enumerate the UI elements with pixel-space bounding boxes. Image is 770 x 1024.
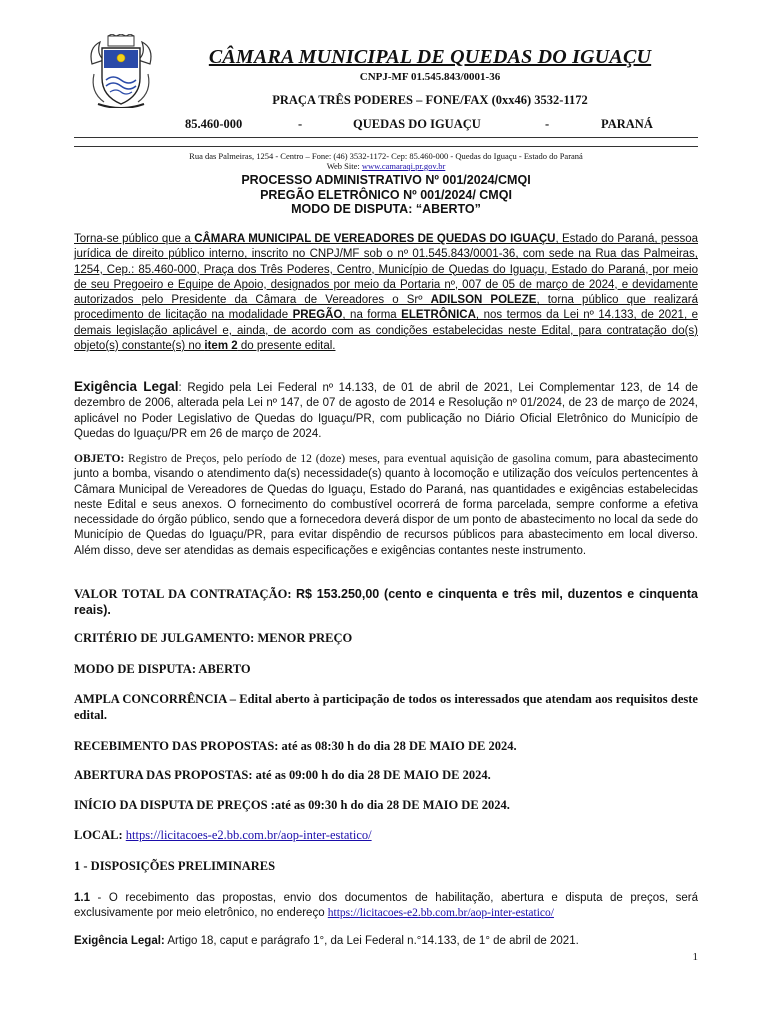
header-divider xyxy=(74,146,698,147)
section-1-title: 1 - DISPOSIÇÕES PRELIMINARES xyxy=(74,859,276,873)
pregao-number: PREGÃO ELETRÔNICO Nº 001/2024/ CMQI xyxy=(260,188,512,202)
page-number: 1 xyxy=(692,951,698,963)
header-address-phone: PRAÇA TRÊS PODERES – FONE/FAX (0xx46) 3532-1172 xyxy=(272,93,588,107)
judgment-criterion: CRITÉRIO DE JULGAMENTO: MENOR PREÇO xyxy=(74,631,353,645)
legal-requirement-paragraph: Exigência Legal: Regido pela Lei Federal nº 14.133, de 01 de abril de 2021, Lei Complementar 123, de 14 de dezembro de 2006, alterada pela Lei nº 147, de 07 de agosto de 2014 e Resolução nº 01/2024, de 23 de março de 2024, aplicável no Poder Legislativo de Quedas do Iguaçu/PR, com publicação no Diário Oficial Eletrônico do Município de Quedas do Iguaçu/PR em 26 de março de 2024. xyxy=(74,379,698,440)
dispute-start: INÍCIO DA DISPUTA DE PREÇOS :até as 09:30 h do dia 28 DE MAIO DE 2024. xyxy=(74,798,510,812)
bidding-portal-link[interactable]: https://licitacoes-e2.bb.com.br/aop-inter-estatico/ xyxy=(327,907,554,920)
header-title: CÂMARA MUNICIPAL DE QUEDAS DO IGUAÇU xyxy=(208,46,652,68)
dispute-mode: MODO DE DISPUTA: ABERTO xyxy=(74,662,251,676)
coat-of-arms-icon xyxy=(86,34,156,108)
header-separator: - xyxy=(545,117,550,131)
header-state: PARANÁ xyxy=(601,117,653,131)
header-cnpj: CNPJ-MF 01.545.843/0001-36 xyxy=(359,71,501,83)
website-link[interactable]: www.camaraqi.pr.gov.br xyxy=(361,161,446,171)
total-value: VALOR TOTAL DA CONTRATAÇÃO: R$ 153.250,00 (cento e cinquenta e três mil, duzentos e cinquenta reais). xyxy=(74,587,698,617)
header-separator: - xyxy=(298,117,303,131)
object-paragraph: OBJETO: Registro de Preços, pelo período de 12 (doze) meses, para eventual aquisição de gasolina comum, para abastecimento junto a bomba, visando o atendimento da(s) necessidade(s) quanto à locomoção e utilização dos veículos pertencentes à Câmara Municipal de Vereadores de Quedas do Iguaçu, Estado do Paraná, nas quantidades e exigências estabelecidas neste Edital e seus anexos. O fornecimento do combustível ocorrerá de forma parcelada, sempre conforme a efetiva necessidade do órgão público, sendo que a fornecedora deverá dispor de um ponto de abastecimento no local da sede do Município de Quedas do Iguaçu/PR, para evitar dispêndio de recursos públicos para abastecimento em local diverso. Além disso, deve ser atendidas as demais especificações e exigências contantes neste instrumento. xyxy=(74,453,698,557)
section-1-1-paragraph: 1.1 - O recebimento das propostas, envio dos documentos de habilitação, abertura e disputa de preços, será exclusivamente por meio eletrônico, no endereço https://licitacoes-e2.bb.com.br/aop-inter-estatico/ xyxy=(74,892,698,920)
location-link[interactable]: https://licitacoes-e2.bb.com.br/aop-inter-estatico/ xyxy=(125,828,372,842)
header-divider xyxy=(74,137,698,138)
proposals-opening: ABERTURA DAS PROPOSTAS: até as 09:00 h do dia 28 DE MAIO DE 2024. xyxy=(74,768,491,782)
location: LOCAL: https://licitacoes-e2.bb.com.br/aop-inter-estatico/ xyxy=(74,828,372,842)
header-cep: 85.460-000 xyxy=(185,117,243,131)
broad-competition: AMPLA CONCORRÊNCIA – Edital aberto à participação de todos os interessados que atendam aos requisitos deste edital. xyxy=(74,692,698,722)
header-city: QUEDAS DO IGUAÇU xyxy=(353,117,481,131)
header-location-row xyxy=(185,117,663,133)
header-website: Web Site: www.camaraqi.pr.gov.br xyxy=(326,161,446,171)
process-number: PROCESSO ADMINISTRATIVO Nº 001/2024/CMQI xyxy=(241,173,531,187)
header-street: Rua das Palmeiras, 1254 - Centro – Fone: (46) 3532-1172- Cep: 85.460-000 - Quedas do Iguaçu - Estado do Paraná xyxy=(189,151,583,161)
dispute-mode-heading: MODO DE DISPUTA: “ABERTO” xyxy=(291,202,481,216)
intro-paragraph: Torna-se público que a CÂMARA MUNICIPAL DE VEREADORES DE QUEDAS DO IGUAÇU, Estado do Paraná, pessoa jurídica de direito público interno, inscrito no CNPJ/MF sob o nº 01.545.843/0001-36, com sede na Rua das Palmeiras, 1254, Cep.: 85.460-000, Praça dos Três Poderes, Centro, Município de Quedas do Iguaçu, Estado do Paraná, por meio de seu Pregoeiro e Equipe de Apoio, designados por meio da Portaria nº, 007 de 05 de março de 2024, e devidamente autorizados pelo Presidente da Câmara de Vereadores o Srº ADILSON POLEZE, torna público que realizará procedimento de licitação na modalidade PREGÃO, na forma ELETRÔNICA, nos termos da Lei nº 14.133, de 2021, e demais legislação aplicável e, ainda, de acordo com as condições estabelecidas neste Edital, para contratação do(s) objeto(s) constante(s) no item 2 do presente edital. xyxy=(74,233,699,353)
legal-requirement-2: Exigência Legal: Artigo 18, caput e parágrafo 1°, da Lei Federal n.°14.133, de 1° de abril de 2021. xyxy=(74,935,579,947)
proposals-receipt: RECEBIMENTO DAS PROPOSTAS: até as 08:30 h do dia 28 DE MAIO DE 2024. xyxy=(74,739,517,753)
